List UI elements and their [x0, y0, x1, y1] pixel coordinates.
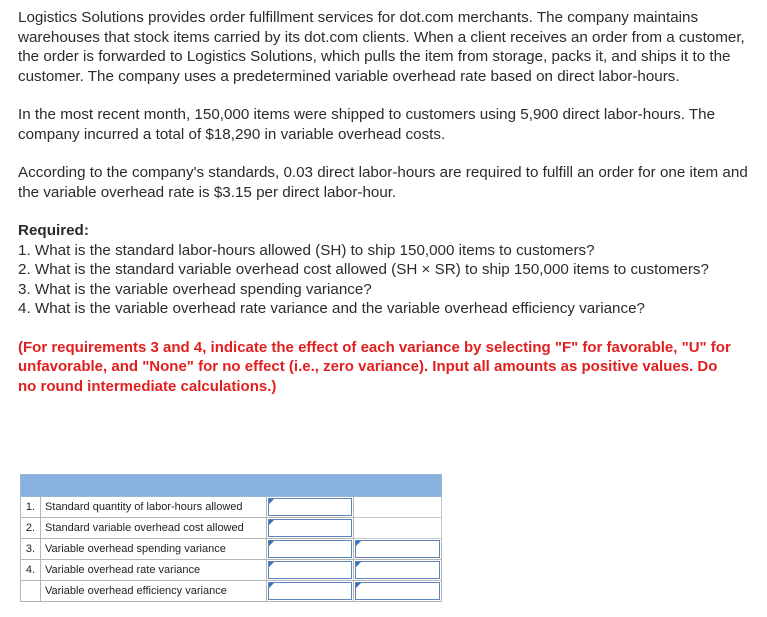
table-row — [21, 581, 442, 602]
input-marker-icon — [269, 583, 274, 588]
select-marker-icon — [356, 541, 361, 546]
select-marker-icon — [356, 583, 361, 588]
problem-content — [18, 8, 763, 396]
effect-cell-empty — [354, 518, 442, 539]
input-marker-icon — [269, 562, 274, 567]
table-row — [21, 497, 442, 518]
table-row — [21, 539, 442, 560]
required-item-4: 4. What is the variable overhead rate variance and the variable overhead efficiency variance? — [18, 300, 645, 317]
amount-input-1[interactable] — [267, 497, 354, 518]
required-list — [18, 241, 763, 319]
row-number: 3. — [21, 539, 41, 560]
required-heading: Required: — [18, 222, 89, 239]
effect-select-4[interactable] — [354, 560, 442, 581]
select-marker-icon — [356, 562, 361, 567]
month-paragraph: In the most recent month, 150,000 items were shipped to customers using 5,900 direct labor-hours. The company incurred a total of $18,290 in variable overhead costs. — [18, 106, 716, 143]
required-item-3: 3. What is the variable overhead spending variance? — [18, 280, 372, 298]
instructions-note: (For requirements 3 and 4, indicate the effect of each variance by selecting "F" for favorable, "U" for unfavorable, and "None" for no effect (i.e., zero variance). Input all amounts as positive values. Do no round intermediate calculations.) — [18, 338, 731, 395]
input-box[interactable] — [268, 540, 352, 558]
input-box[interactable] — [268, 582, 352, 600]
amount-input-3[interactable] — [267, 539, 354, 560]
row-label: Variable overhead efficiency variance — [41, 581, 267, 602]
input-box[interactable] — [268, 498, 352, 516]
select-box[interactable] — [355, 561, 440, 579]
table-row — [21, 560, 442, 581]
row-label: Standard variable overhead cost allowed — [41, 518, 267, 539]
row-label: Variable overhead spending variance — [41, 539, 267, 560]
input-marker-icon — [269, 499, 274, 504]
standards-paragraph: According to the company's standards, 0.03 direct labor-hours are required to fulfill an order for one item and the variable overhead rate is $3.15 per direct labor-hour. — [18, 164, 748, 201]
effect-select-5[interactable] — [354, 581, 442, 602]
header-bar — [21, 475, 442, 497]
row-number — [21, 581, 41, 602]
input-marker-icon — [269, 520, 274, 525]
amount-input-4[interactable] — [267, 560, 354, 581]
row-number: 2. — [21, 518, 41, 539]
input-box[interactable] — [268, 561, 352, 579]
row-label: Variable overhead rate variance — [41, 560, 267, 581]
row-number: 1. — [21, 497, 41, 518]
input-marker-icon — [269, 541, 274, 546]
effect-select-3[interactable] — [354, 539, 442, 560]
required-item-1: 1. What is the standard labor-hours allowed (SH) to ship 150,000 items to customers? — [18, 241, 595, 259]
amount-input-2[interactable] — [267, 518, 354, 539]
row-number: 4. — [21, 560, 41, 581]
table-row — [21, 518, 442, 539]
answer-table-header — [21, 475, 442, 497]
select-box[interactable] — [355, 540, 440, 558]
effect-cell-empty — [354, 497, 442, 518]
row-label: Standard quantity of labor-hours allowed — [41, 497, 267, 518]
answer-table — [20, 474, 442, 602]
amount-input-5[interactable] — [267, 581, 354, 602]
required-item-2: 2. What is the standard variable overhead cost allowed (SH × SR) to ship 150,000 items to customers? — [18, 261, 709, 278]
input-box[interactable] — [268, 519, 352, 537]
intro-paragraph: Logistics Solutions provides order fulfillment services for dot.com merchants. The company maintains warehouses that stock items carried by its dot.com clients. When a client receives an order from a customer, the order is forwarded to Logistics Solutions, which pulls the item from storage, packs it, and ships it to the customer. The company uses a predetermined variable overhead rate based on direct labor-hours. — [18, 9, 745, 85]
select-box[interactable] — [355, 582, 440, 600]
